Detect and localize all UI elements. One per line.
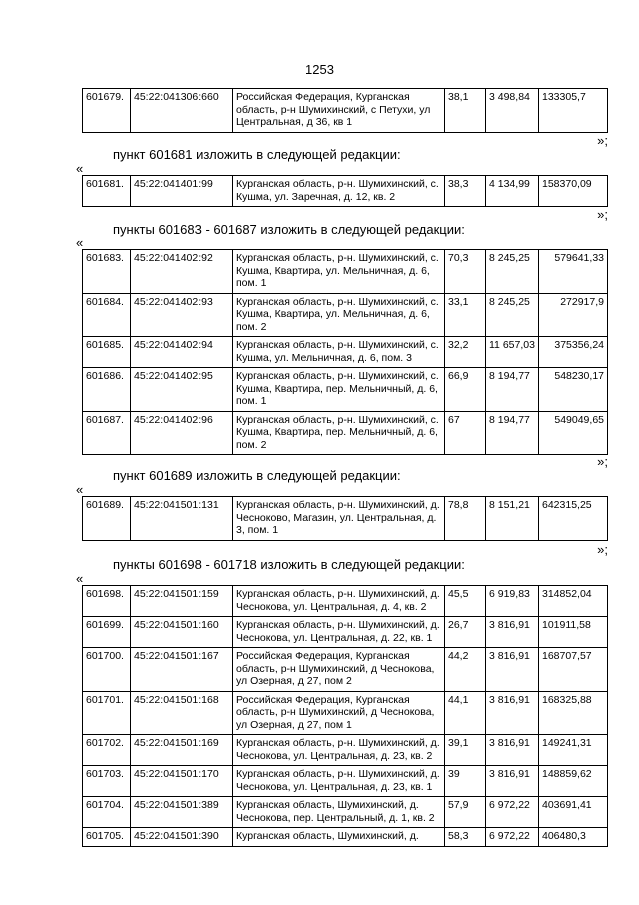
total-value: 272917,9 xyxy=(539,293,608,337)
area: 33,1 xyxy=(445,293,486,337)
row-number: 601698. xyxy=(83,586,131,617)
section-heading: пункты 601698 - 601718 изложить в следующей редакции: xyxy=(113,557,465,572)
table-row xyxy=(83,735,608,766)
cadastral-number: 45:22:041501:169 xyxy=(131,735,233,766)
address: Курганская область, р-н. Шумихинский, д. Чеснокова, ул. Центральная, д. 4, кв. 2 xyxy=(233,586,445,617)
closing-quote: »; xyxy=(597,207,608,222)
table-row xyxy=(83,368,608,412)
area: 67 xyxy=(445,411,486,455)
table-row xyxy=(83,617,608,648)
row-number: 601700. xyxy=(83,648,131,692)
area: 45,5 xyxy=(445,586,486,617)
table-row xyxy=(83,411,608,455)
total-value: 101911,58 xyxy=(539,617,608,648)
table-row xyxy=(83,89,608,133)
address: Курганская область, р-н. Шумихинский, с. Кушма, Квартира, ул. Мельничная, д. 6, пом. 1 xyxy=(233,250,445,294)
unit-price: 11 657,03 xyxy=(486,337,539,368)
row-number: 601704. xyxy=(83,797,131,828)
row-number: 601685. xyxy=(83,337,131,368)
table-row xyxy=(83,797,608,828)
total-value: 579641,33 xyxy=(539,250,608,294)
total-value: 642315,25 xyxy=(539,497,608,541)
section-heading: пункт 601689 изложить в следующей редакции: xyxy=(113,468,401,483)
total-value: 148859,62 xyxy=(539,766,608,797)
page-number: 1253 xyxy=(305,62,334,77)
register-table xyxy=(82,249,608,455)
row-number: 601702. xyxy=(83,735,131,766)
address: Курганская область, р-н. Шумихинский, с. Кушма, ул. Заречная, д. 12, кв. 2 xyxy=(233,176,445,207)
address: Курганская область, р-н. Шумихинский, д. Чеснокова, ул. Центральная, д. 23, кв. 1 xyxy=(233,766,445,797)
unit-price: 8 245,25 xyxy=(486,250,539,294)
opening-quote: « xyxy=(76,482,84,497)
area: 39 xyxy=(445,766,486,797)
cadastral-number: 45:22:041402:95 xyxy=(131,368,233,412)
row-number: 601681. xyxy=(83,176,131,207)
row-number: 601699. xyxy=(83,617,131,648)
total-value: 548230,17 xyxy=(539,368,608,412)
address: Российская Федерация, Курганская область, р-н Шумихинский, с Петухи, ул Центральная, д 36, кв 1 xyxy=(233,89,445,133)
unit-price: 3 816,91 xyxy=(486,648,539,692)
table-row xyxy=(83,586,608,617)
unit-price: 8 151,21 xyxy=(486,497,539,541)
cadastral-number: 45:22:041402:94 xyxy=(131,337,233,368)
address: Курганская область, р-н. Шумихинский, с. Кушма, Квартира, пер. Мельничный, д. 6, пом. 1 xyxy=(233,368,445,412)
total-value: 158370,09 xyxy=(539,176,608,207)
row-number: 601683. xyxy=(83,250,131,294)
unit-price: 3 816,91 xyxy=(486,766,539,797)
opening-quote: « xyxy=(76,235,84,250)
total-value: 133305,7 xyxy=(539,89,608,133)
table-row xyxy=(83,648,608,692)
address: Курганская область, р-н. Шумихинский, д. Чеснокова, ул. Центральная, д. 23, кв. 2 xyxy=(233,735,445,766)
total-value: 168325,88 xyxy=(539,691,608,735)
total-value: 168707,57 xyxy=(539,648,608,692)
cadastral-number: 45:22:041501:170 xyxy=(131,766,233,797)
register-table xyxy=(82,496,608,541)
total-value: 549049,65 xyxy=(539,411,608,455)
cadastral-number: 45:22:041306:660 xyxy=(131,89,233,133)
unit-price: 4 134,99 xyxy=(486,176,539,207)
cadastral-number: 45:22:041402:93 xyxy=(131,293,233,337)
row-number: 601684. xyxy=(83,293,131,337)
table-row xyxy=(83,691,608,735)
area: 44,1 xyxy=(445,691,486,735)
cadastral-number: 45:22:041501:167 xyxy=(131,648,233,692)
row-number: 601679. xyxy=(83,89,131,133)
cadastral-number: 45:22:041501:160 xyxy=(131,617,233,648)
cadastral-number: 45:22:041402:92 xyxy=(131,250,233,294)
unit-price: 8 245,25 xyxy=(486,293,539,337)
address: Курганская область, р-н. Шумихинский, с. Кушма, ул. Мельничная, д. 6, пом. 3 xyxy=(233,337,445,368)
area: 26,7 xyxy=(445,617,486,648)
area: 78,8 xyxy=(445,497,486,541)
area: 70,3 xyxy=(445,250,486,294)
table-row xyxy=(83,250,608,294)
unit-price: 3 498,84 xyxy=(486,89,539,133)
total-value: 314852,04 xyxy=(539,586,608,617)
address: Курганская область, р-н. Шумихинский, д. Чесноково, Магазин, ул. Центральная, д. 3, пом. 1 xyxy=(233,497,445,541)
unit-price: 8 194,77 xyxy=(486,368,539,412)
opening-quote: « xyxy=(76,571,84,586)
row-number: 601705. xyxy=(83,828,131,847)
area: 38,1 xyxy=(445,89,486,133)
address: Курганская область, р-н. Шумихинский, д. Чеснокова, ул. Центральная, д. 22, кв. 1 xyxy=(233,617,445,648)
address: Российская Федерация, Курганская область, р-н Шумихинский, д Чеснокова, ул Озерная, д 27, пом 1 xyxy=(233,691,445,735)
row-number: 601686. xyxy=(83,368,131,412)
section-heading: пункты 601683 - 601687 изложить в следующей редакции: xyxy=(113,222,465,237)
unit-price: 8 194,77 xyxy=(486,411,539,455)
address: Курганская область, Шумихинский, д. xyxy=(233,828,445,847)
unit-price: 3 816,91 xyxy=(486,691,539,735)
address: Курганская область, р-н. Шумихинский, с. Кушма, Квартира, ул. Мельничная, д. 6, пом. 2 xyxy=(233,293,445,337)
cadastral-number: 45:22:041401:99 xyxy=(131,176,233,207)
closing-quote: »; xyxy=(597,542,608,557)
total-value: 403691,41 xyxy=(539,797,608,828)
unit-price: 6 919,83 xyxy=(486,586,539,617)
address: Российская Федерация, Курганская область, р-н Шумихинский, д Чеснокова, ул Озерная, д 27, пом 2 xyxy=(233,648,445,692)
area: 57,9 xyxy=(445,797,486,828)
table-row xyxy=(83,766,608,797)
unit-price: 3 816,91 xyxy=(486,617,539,648)
cadastral-number: 45:22:041501:131 xyxy=(131,497,233,541)
cadastral-number: 45:22:041402:96 xyxy=(131,411,233,455)
register-table xyxy=(82,88,608,133)
closing-quote: »; xyxy=(597,454,608,469)
section-heading: пункт 601681 изложить в следующей редакции: xyxy=(113,147,401,162)
area: 32,2 xyxy=(445,337,486,368)
closing-quote: »; xyxy=(597,133,608,148)
unit-price: 6 972,22 xyxy=(486,797,539,828)
cadastral-number: 45:22:041501:159 xyxy=(131,586,233,617)
total-value: 406480,3 xyxy=(539,828,608,847)
table-row xyxy=(83,293,608,337)
address: Курганская область, Шумихинский, д. Чеснокова, пер. Центральный, д. 1, кв. 2 xyxy=(233,797,445,828)
table-row xyxy=(83,337,608,368)
area: 66,9 xyxy=(445,368,486,412)
cadastral-number: 45:22:041501:168 xyxy=(131,691,233,735)
cadastral-number: 45:22:041501:390 xyxy=(131,828,233,847)
total-value: 149241,31 xyxy=(539,735,608,766)
register-table xyxy=(82,585,608,847)
address: Курганская область, р-н. Шумихинский, с. Кушма, Квартира, пер. Мельничный, д. 6, пом. 2 xyxy=(233,411,445,455)
unit-price: 6 972,22 xyxy=(486,828,539,847)
row-number: 601701. xyxy=(83,691,131,735)
row-number: 601687. xyxy=(83,411,131,455)
unit-price: 3 816,91 xyxy=(486,735,539,766)
area: 58,3 xyxy=(445,828,486,847)
area: 39,1 xyxy=(445,735,486,766)
row-number: 601703. xyxy=(83,766,131,797)
register-table xyxy=(82,175,608,207)
cadastral-number: 45:22:041501:389 xyxy=(131,797,233,828)
area: 44,2 xyxy=(445,648,486,692)
total-value: 375356,24 xyxy=(539,337,608,368)
area: 38,3 xyxy=(445,176,486,207)
opening-quote: « xyxy=(76,161,84,176)
table-row xyxy=(83,828,608,847)
table-row xyxy=(83,176,608,207)
row-number: 601689. xyxy=(83,497,131,541)
table-row xyxy=(83,497,608,541)
